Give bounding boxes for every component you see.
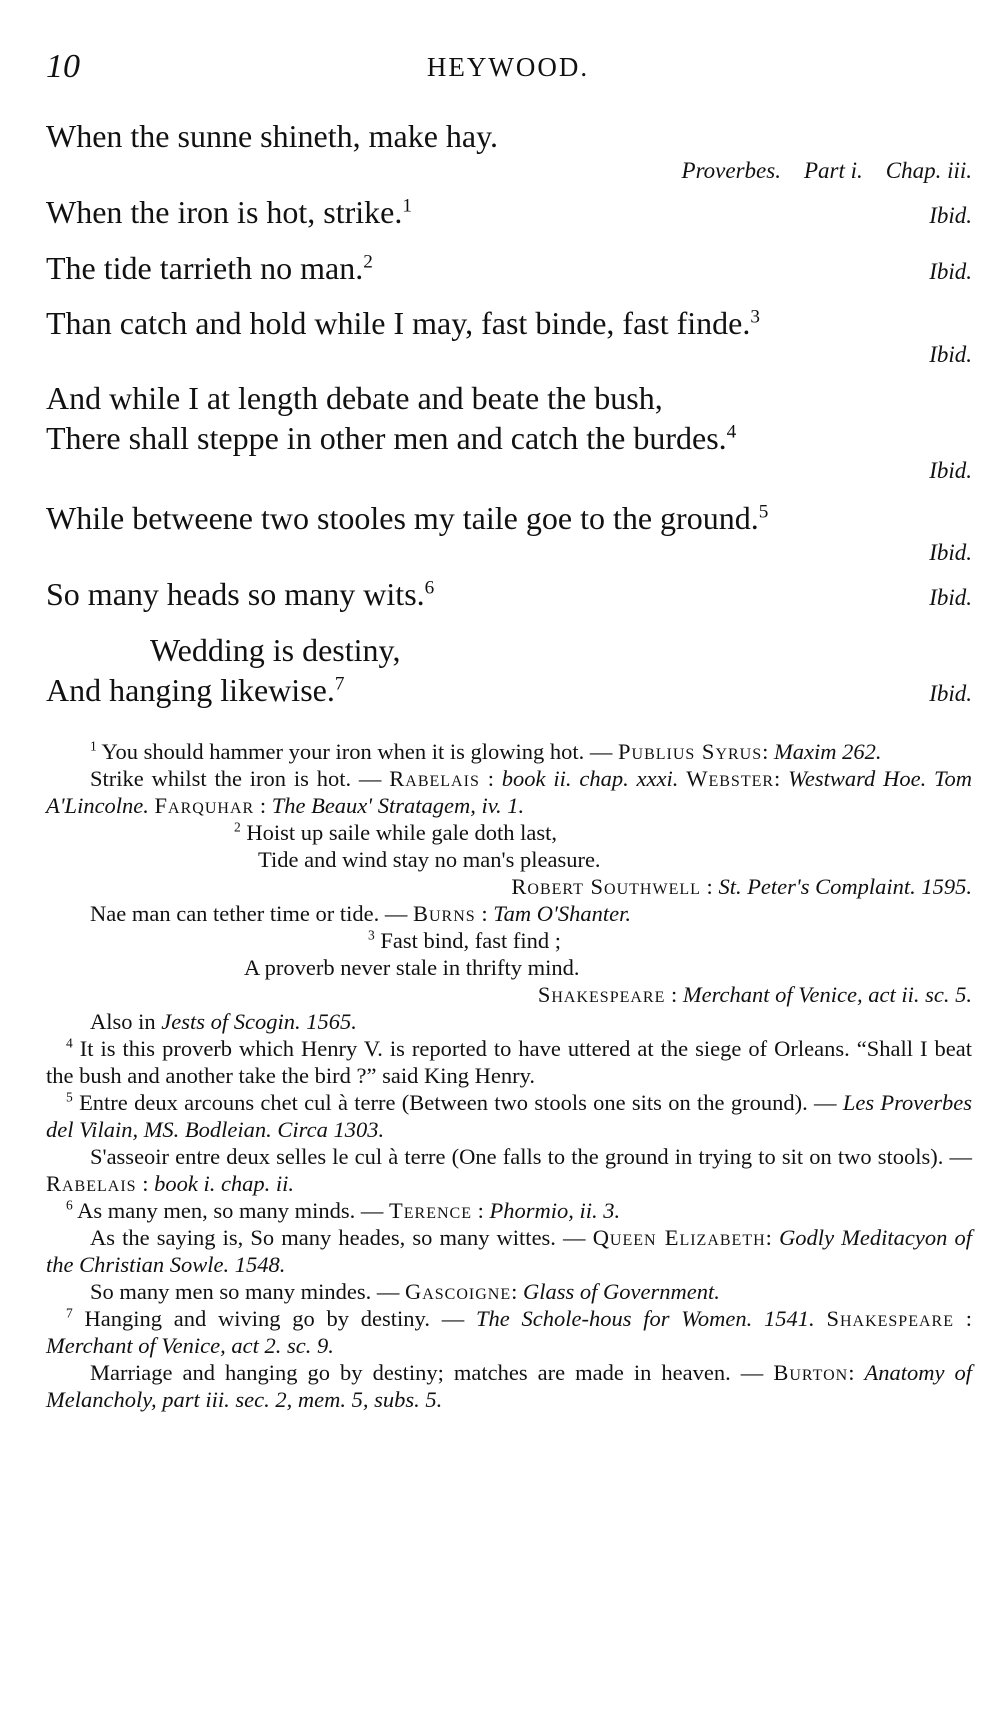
- quote-iron-hot: [46, 192, 972, 236]
- running-title: HEYWOOD.: [426, 52, 590, 82]
- footnote-3-verse-2: A proverb never stale in thrifty mind.: [244, 955, 580, 980]
- quote-many-wits: [46, 574, 972, 618]
- footnote-ref: 2: [363, 251, 373, 273]
- footnote-ref: 4: [726, 421, 737, 443]
- footnote-1: $^1$ You should hammer your iron when it is glowing hot. — Publius Syrus: Maxim 262.: [90, 738, 882, 764]
- footnote-3-attribution: Shakespeare : Merchant of Venice, act ii. sc. 5.: [537, 982, 972, 1007]
- footnote-3-continued: Also in Jests of Scogin. 1565.: [90, 1009, 357, 1034]
- footnote-7-continued: Marriage and hanging go by destiny; matches are made in heaven. — Burton: Anatomy of Melancholy, part iii. sec. 2, mem. 5, subs. 5.: [46, 1360, 973, 1412]
- footnote-6: $^6$ As many men, so many minds. — Terence : Phormio, ii. 3.: [66, 1197, 621, 1223]
- quote-citation: Ibid.: [929, 681, 972, 706]
- quote-tide: [46, 248, 972, 292]
- quote-beate-bush: [46, 378, 972, 458]
- quote-text: So many heads so many wits.: [46, 576, 425, 612]
- footnote-6-continued: As the saying is, So many heades, so many wittes. — Queen Elizabeth: Godly Meditacyon of the Christian Sowle. 1548.: [46, 1225, 973, 1277]
- quote-text: When the iron is hot, strike.: [46, 194, 403, 230]
- quote-wedding-destiny: [46, 630, 972, 714]
- footnote-ref: 6: [424, 577, 435, 599]
- quote-text: Than catch and hold while I may, fast binde, fast finde.: [46, 305, 751, 341]
- quote-make-hay: [46, 116, 972, 156]
- page-number: 10: [46, 48, 80, 85]
- footnotes: [46, 738, 972, 1413]
- footnote-2-verse-2: Tide and wind stay no man's pleasure.: [258, 847, 601, 872]
- quote-line: There shall steppe in other men and catch the burdes.$^4$: [46, 420, 737, 456]
- footnote-7: $^7$ Hanging and wiving go by destiny. — The Schole-hous for Women. 1541. Shakespeare : Merchant of Venice, act 2. sc. 9.: [46, 1305, 973, 1358]
- quote-citation: Ibid.: [929, 585, 972, 610]
- footnote-4: $^4$ It is this proverb which Henry V. is reported to have uttered at the siege of Orleans. “Shall I beat the bush and another take the bird ?” said King Henry.: [46, 1035, 972, 1088]
- quote-citation: Proverbes. Part i. Chap. iii.: [681, 158, 972, 183]
- quote-citation: Ibid.: [929, 203, 972, 228]
- quote-text: While betweene two stooles my taile goe to the ground.: [46, 500, 759, 536]
- quote-line: Wedding is destiny,: [150, 632, 401, 668]
- footnote-2-continued: Nae man can tether time or tide. — Burns : Tam O'Shanter.: [90, 901, 631, 926]
- quote-text: When the sunne shineth, make hay.: [46, 118, 499, 154]
- quote-citation: Ibid.: [929, 458, 972, 483]
- quote-citation: Ibid.: [929, 259, 972, 284]
- footnote-1-continued: Strike whilst the iron is hot. — Rabelais : book ii. chap. xxxi. Webster: Westward Hoe. Tom A'Lincolne. Farquhar : The Beaux' Stratagem, iv. 1.: [46, 766, 972, 818]
- footnote-2-verse-1: $^2$ Hoist up saile while gale doth last,: [234, 819, 557, 845]
- quote-line: And hanging likewise.$^7$ Ibid.: [46, 670, 972, 710]
- footnote-2-attribution: Robert Southwell : St. Peter's Complaint. 1595.: [511, 874, 972, 899]
- footnote-5-continued: S'asseoir entre deux selles le cul à terre (One falls to the ground in trying to sit on two stools). — Rabelais : book i. chap. ii.: [46, 1144, 972, 1196]
- footnote-ref: 3: [750, 306, 760, 328]
- quote-citation: Ibid.: [929, 342, 972, 367]
- quote-citation: Ibid.: [929, 540, 972, 565]
- quote-catch-hold: [46, 303, 972, 343]
- footnote-6-continued-2: So many men so many mindes. — Gascoigne: Glass of Government.: [90, 1279, 720, 1304]
- footnote-3-verse-1: $^3$ Fast bind, fast find ;: [368, 927, 561, 953]
- footnote-ref: 5: [758, 501, 769, 523]
- footnote-ref: 7: [334, 673, 345, 695]
- quote-two-stooles: [46, 498, 972, 538]
- quote-line: And while I at length debate and beate the bush,: [46, 380, 663, 416]
- page-header: [46, 48, 970, 92]
- quote-text: The tide tarrieth no man.: [46, 250, 364, 286]
- footnote-5: $^5$ Entre deux arcouns chet cul à terre (Between two stools one sits on the ground). — Les Proverbes del Vilain, MS. Bodleian. Circa 1303.: [46, 1089, 973, 1142]
- footnote-ref: 1: [402, 195, 412, 217]
